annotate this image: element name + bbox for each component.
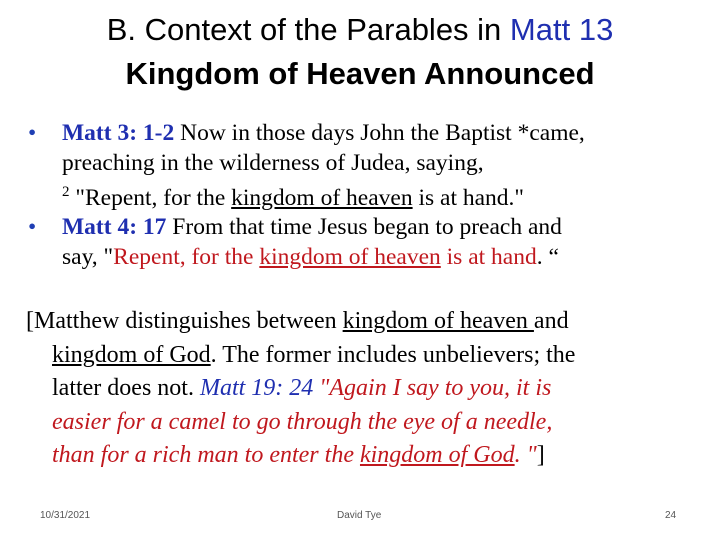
slide-title xyxy=(0,8,720,96)
para-text: . The former includes unbelievers; the xyxy=(210,341,576,368)
bracket-open: [ xyxy=(26,308,34,334)
bullet-line xyxy=(62,119,713,149)
footer-page-number: 24 xyxy=(665,510,677,521)
quote-text: is at hand xyxy=(440,243,537,270)
title-line-1 xyxy=(0,8,720,52)
para-line xyxy=(26,439,716,473)
title-line-2: Kingdom of Heaven Announced xyxy=(125,56,595,91)
para-line xyxy=(26,372,716,406)
bullet-text: From that time Jesus began to preach and xyxy=(166,214,562,241)
underlined-text: kingdom of heaven xyxy=(231,184,413,211)
para-text: latter does not. xyxy=(52,375,200,401)
footer-author: David Tye xyxy=(337,510,382,521)
para-text: and xyxy=(533,308,569,334)
verse-number: 2 xyxy=(62,184,70,200)
bullet-dot-icon: • xyxy=(28,214,37,241)
bullet-text: Now in those days John the Baptist *came, xyxy=(174,120,585,146)
quote-text: than for a rich man to enter the xyxy=(52,442,360,468)
footer-date: 10/31/2021 xyxy=(40,510,91,521)
bullet-list xyxy=(28,119,713,272)
bullet-text: say, " xyxy=(62,243,114,270)
para-line xyxy=(26,305,716,339)
quote-text: . " xyxy=(514,442,537,468)
underlined-text: kingdom of heaven xyxy=(259,243,441,270)
scripture-ref: Matt 4: 17 xyxy=(62,214,167,241)
bullet-line xyxy=(62,178,713,213)
quote-text: Repent, for the xyxy=(113,243,260,270)
para-line xyxy=(26,339,716,373)
title-accent: Matt 13 xyxy=(509,12,614,47)
bullet-item-matt-4 xyxy=(28,213,713,272)
quote-text: "Again I say to you, it is xyxy=(313,375,552,401)
underlined-text: kingdom of heaven xyxy=(342,308,534,334)
scripture-ref: Matt 3: 1-2 xyxy=(62,120,175,146)
bullet-line xyxy=(62,213,713,243)
bullet-item-matt-3 xyxy=(28,119,713,213)
bullet-line: preaching in the wilderness of Judea, saying, xyxy=(62,149,484,176)
commentary-paragraph xyxy=(26,305,716,473)
bullet-text: . “ xyxy=(536,243,559,270)
scripture-ref: Matt 19: 24 xyxy=(199,375,314,401)
para-text: Matthew distinguishes between xyxy=(34,308,343,334)
bracket-close: ] xyxy=(536,442,545,468)
para-line: easier for a camel to go through the eye of a needle, xyxy=(52,408,553,435)
bullet-text: "Repent, for the xyxy=(69,184,232,211)
bullet-line xyxy=(62,243,713,273)
bullet-dot-icon: • xyxy=(28,120,37,146)
underlined-text: kingdom of God xyxy=(359,442,515,468)
title-prefix: B. Context of the Parables in xyxy=(106,12,510,47)
underlined-text: kingdom of God xyxy=(52,341,211,368)
bullet-text: is at hand." xyxy=(412,184,525,211)
